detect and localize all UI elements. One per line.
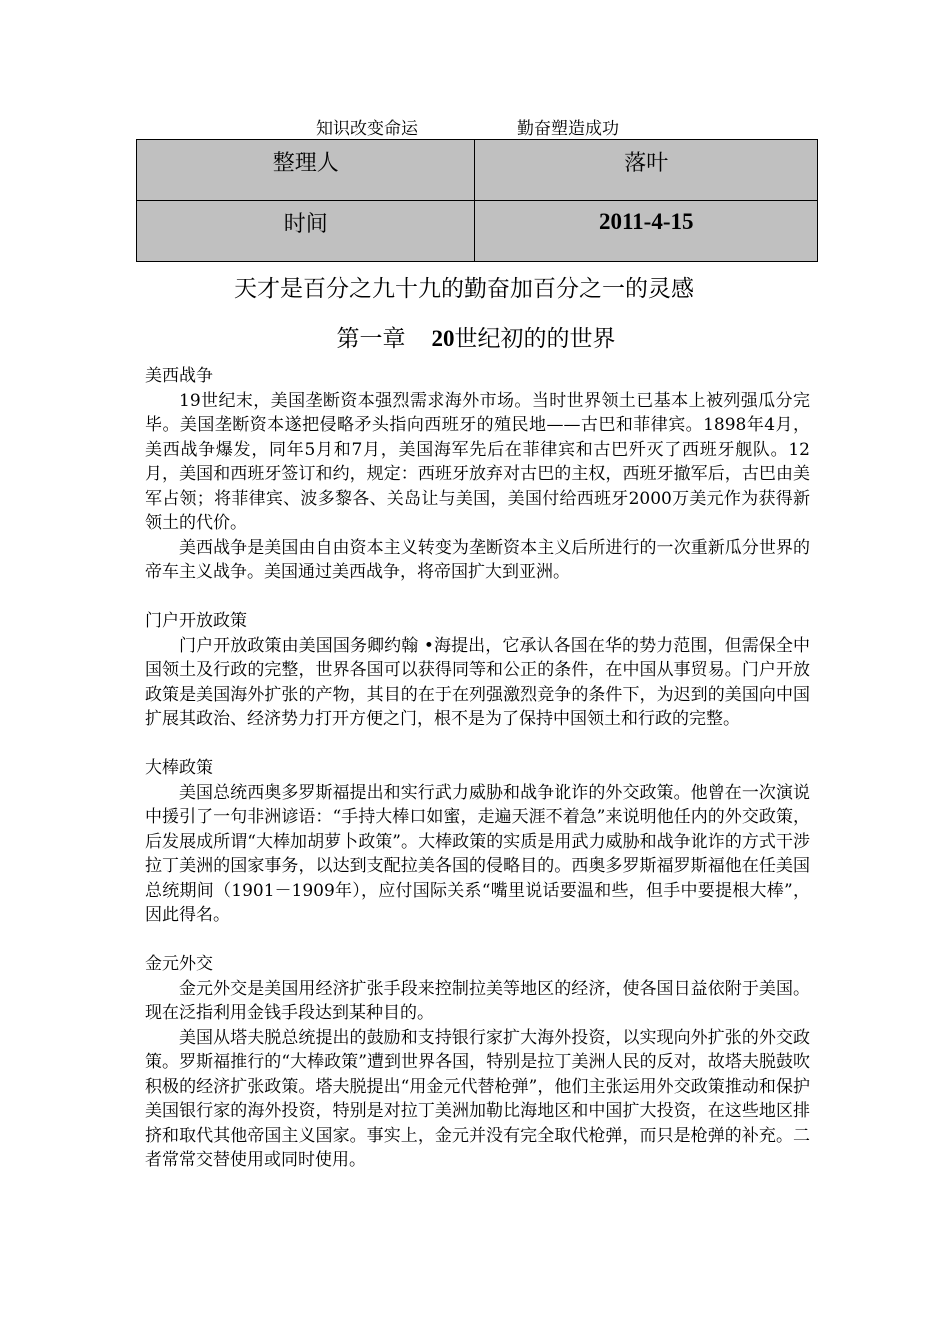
info-table (136, 139, 818, 262)
paragraph: 19世纪末，美国垄断资本强烈需求海外市场。当时世界领土已基本上被列强瓜分完毕。美国垄断资本遂把侵略矛头指向西班牙的殖民地——古巴和菲律宾。1898年4月，美西战争爆发，同年5月和7月，美国海军先后在菲律宾和古巴歼灭了西班牙舰队。12 月，美国和西班牙签订和约，规定：西班牙放弃对古巴的主权，西班牙撤军后，古巴由美军占领；将菲律宾、波多黎各、关岛让与美国，美国付给西班牙2000万美元作为获得新领土的代价。 (145, 390, 810, 533)
spacer (145, 928, 810, 953)
document-body (145, 364, 810, 1173)
section-title: 门户开放政策 (145, 611, 247, 631)
date-label: 时间 (137, 201, 475, 262)
organizer-label: 整理人 (137, 140, 475, 201)
chapter-name: 世纪初的的世界 (454, 326, 616, 352)
table-row (137, 140, 818, 201)
organizer-value: 落叶 (475, 140, 818, 201)
section-title: 金元外交 (145, 954, 213, 974)
motto: 天才是百分之九十九的勤奋加百分之一的灵感 (234, 276, 694, 302)
spacer (145, 732, 810, 757)
chapter-prefix: 第一章 (336, 326, 406, 352)
header-right-slogan: 勤奋塑造成功 (517, 119, 619, 139)
paragraph: 美国从塔夫脱总统提出的鼓励和支持银行家扩大海外投资，以实现向外扩张的外交政策。罗斯福推行的“大棒政策”遭到世界各国，特别是拉丁美洲人民的反对，故塔夫脱鼓吹积极的经济扩张政策。塔夫脱提出“用金元代替枪弹”，他们主张运用外交政策推动和保护美国银行家的海外投资，特别是对拉丁美洲加勒比海地区和中国扩大投资，在这些地区排挤和取代其他帝国主义国家。事实上，金元并没有完全取代枪弹，而只是枪弹的补充。二者常常交替使用或同时使用。 (145, 1027, 810, 1170)
paragraph: 美西战争是美国由自由资本主义转变为垄断资本主义后所进行的一次重新瓜分世界的帝车主义战争。美国通过美西战争，将帝国扩大到亚洲。 (145, 537, 810, 582)
chapter-title (0, 320, 950, 353)
section-title: 美西战争 (145, 366, 213, 386)
chapter-number: 20 (431, 326, 455, 351)
date-value: 2011-4-15 (475, 201, 818, 262)
paragraph: 美国总统西奥多罗斯福提出和实行武力威胁和战争讹诈的外交政策。他曾在一次演说中援引了一句非洲谚语：“手持大棒口如蜜，走遍天涯不着急”来说明他任内的外交政策，后发展成所谓“大棒加胡萝卜政策”。大棒政策的实质是用武力威胁和战争讹诈的方式干涉拉丁美洲的国家事务，以达到支配拉美各国的侵略目的。西奥多罗斯福罗斯福他在任美国总统期间（1901－1909年），应付国际关系“嘴里说话要温和些，但手中要提根大棒”，因此得名。 (145, 782, 810, 925)
table-row (137, 201, 818, 262)
spacer (145, 585, 810, 610)
section-title: 大棒政策 (145, 758, 213, 778)
paragraph: 金元外交是美国用经济扩张手段来控制拉美等地区的经济，使各国日益依附于美国。现在泛指利用金钱手段达到某种目的。 (145, 978, 810, 1023)
page-header (0, 114, 950, 138)
header-left-slogan: 知识改变命运 (316, 119, 418, 139)
paragraph: 门户开放政策由美国国务卿约翰 •海提出，它承认各国在华的势力范围，但需保全中国领土及行政的完整，世界各国可以获得同等和公正的条件，在中国从事贸易。门户开放政策是美国海外扩张的产物，其目的在于在列强激烈竞争的条件下，为迟到的美国向中国扩展其政治、经济势力打开方便之门，根不是为了保持中国领土和行政的完整。 (145, 635, 810, 729)
